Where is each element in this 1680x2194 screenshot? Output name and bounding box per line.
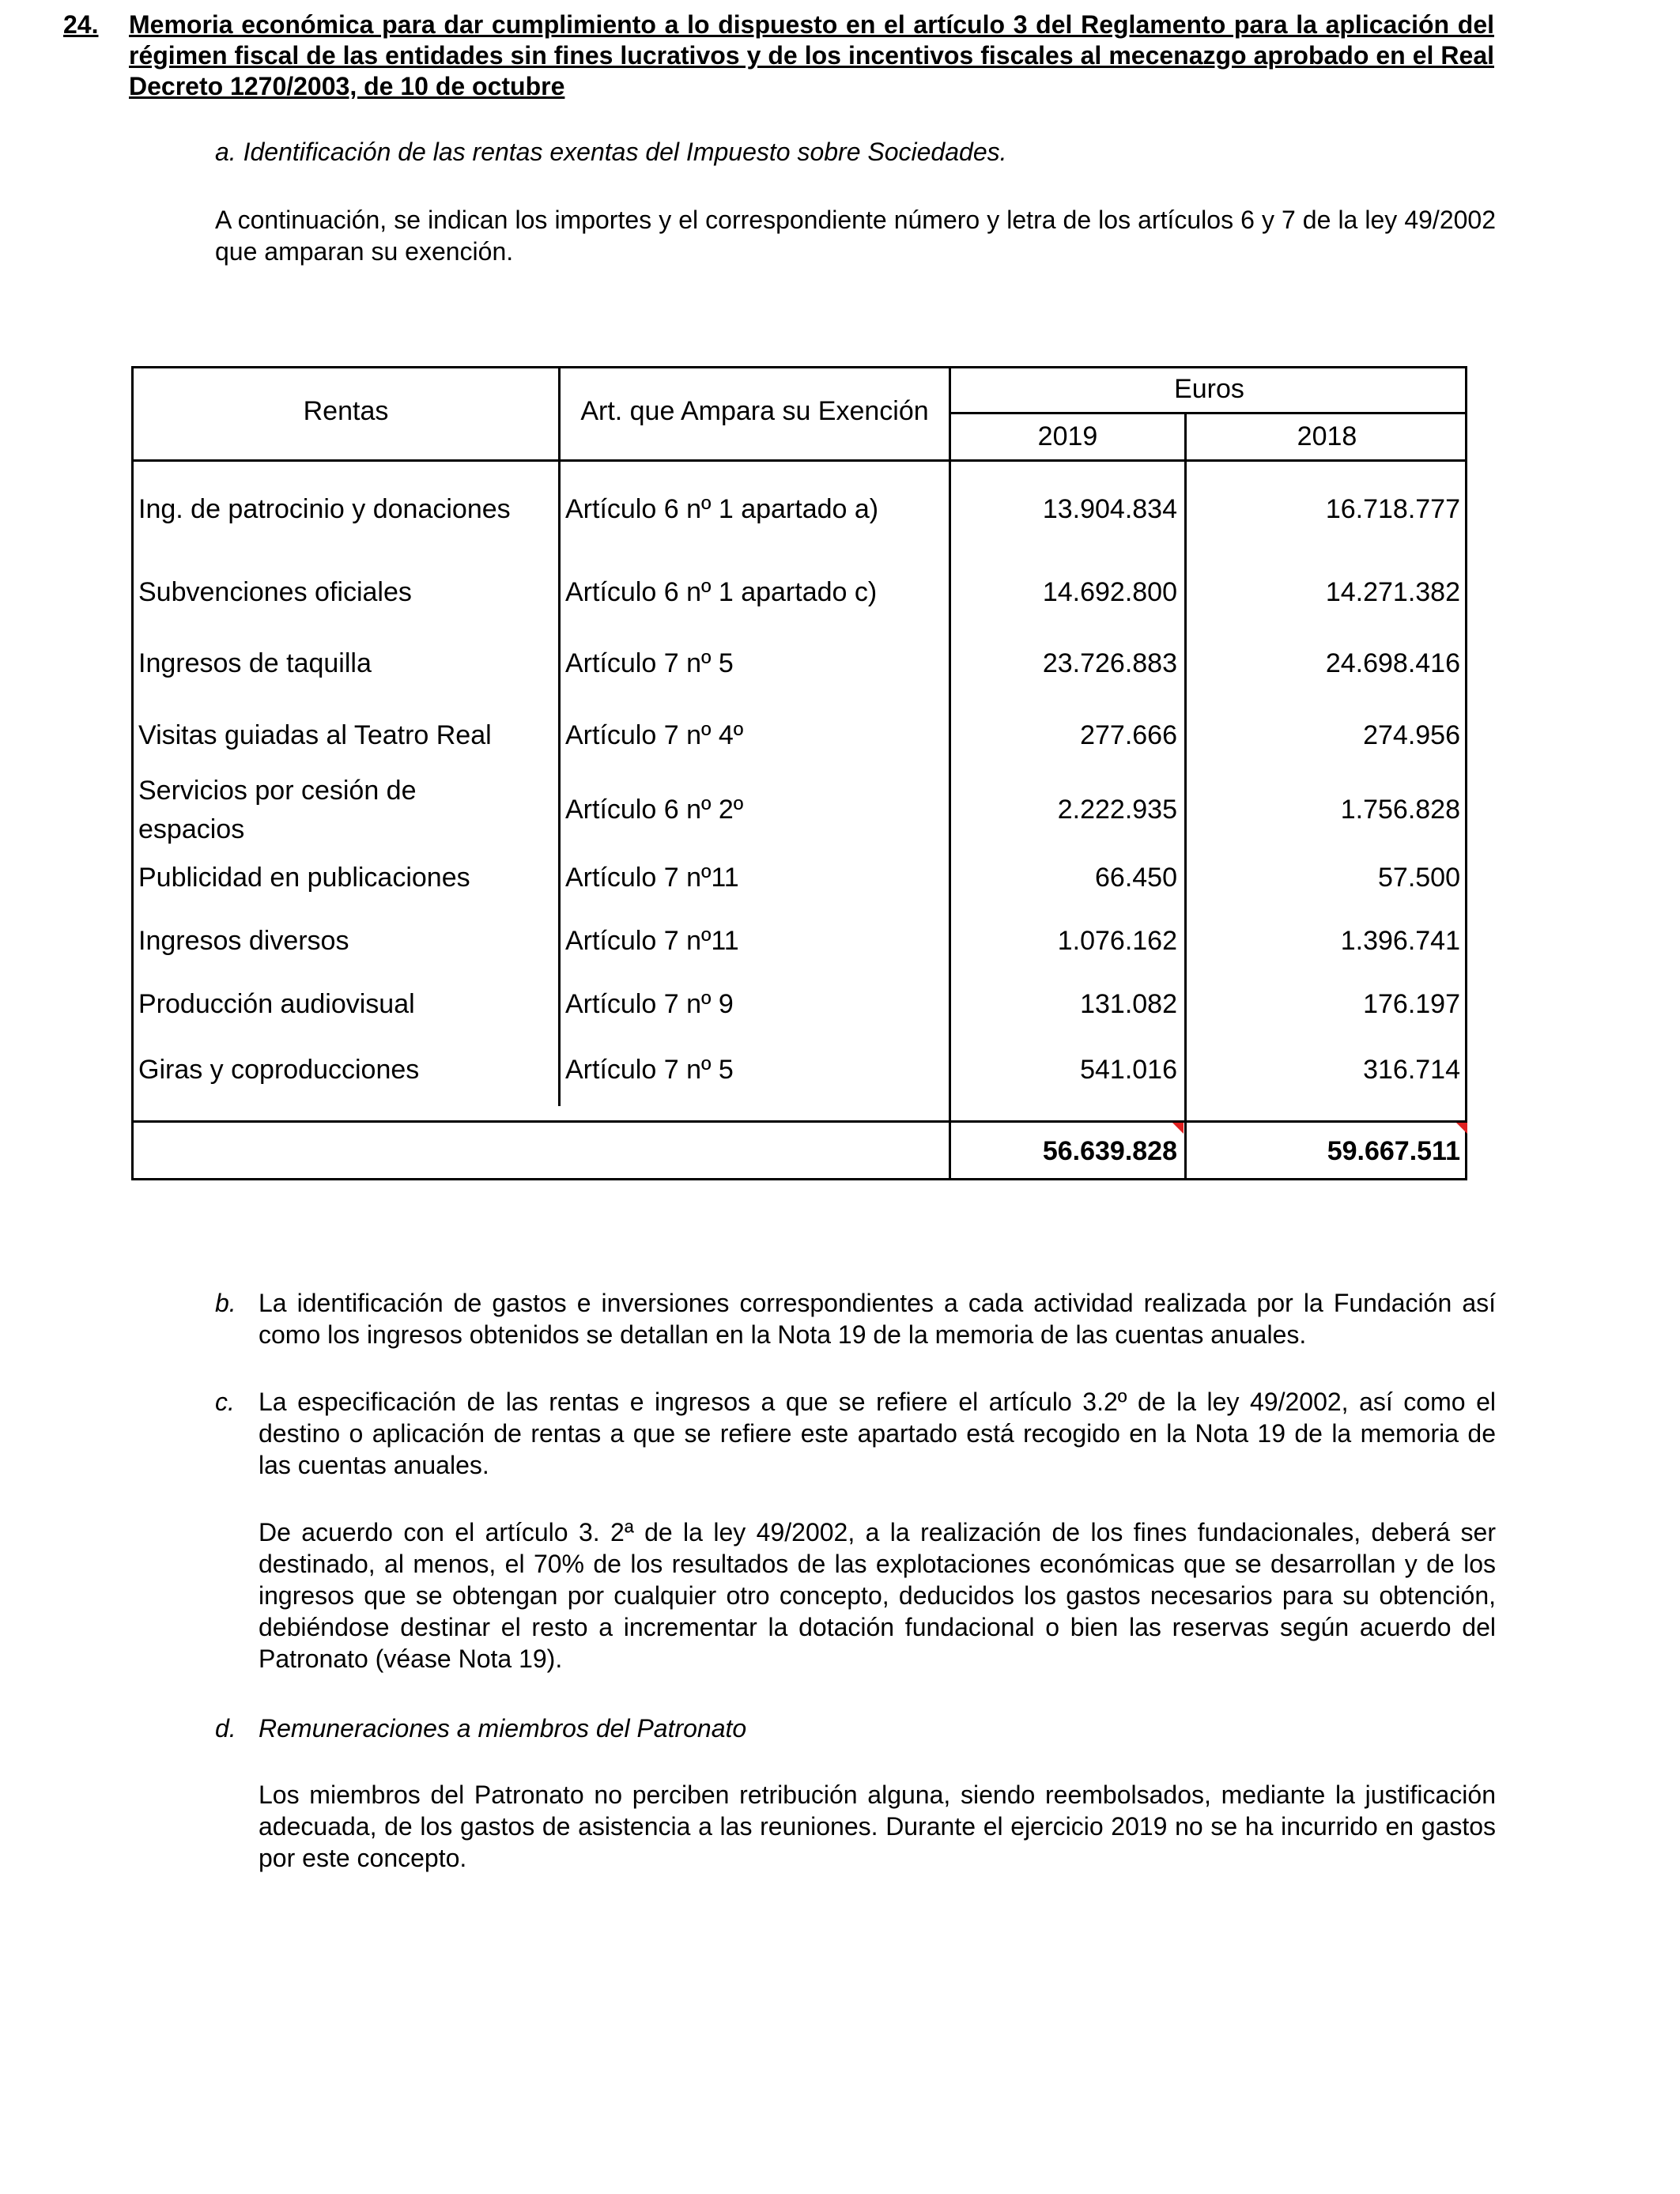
part-c-text-2: De acuerdo con el artículo 3. 2ª de la ley 49/2002, a la realización de los fines fundacionales, deberá ser destinado, al menos, el 70% de los resultados de las explotaciones económicas que se desarrollan y de los ingresos que se obtengan por cualquier otro concepto, deducidos los gastos necesarios para su obtención, debiéndose destinar el resto a incrementar la dotación fundacional o bien las reservas según acuerdo del Patronato (véase Nota 19). [259, 1518, 1496, 1673]
row-articulo: Artículo 7 nº 4º [565, 720, 744, 750]
row-value-2019: 277.666 [1080, 720, 1177, 750]
row-value-2018: 16.718.777 [1325, 494, 1460, 524]
row-articulo: Artículo 6 nº 1 apartado a) [565, 494, 879, 524]
total-2018: 59.667.511 [1327, 1136, 1460, 1166]
row-articulo: Artículo 6 nº 2º [565, 795, 744, 825]
row-renta: Publicidad en publicaciones [138, 863, 470, 893]
row-articulo: Artículo 7 nº 9 [565, 989, 734, 1019]
row-renta: Producción audiovisual [138, 989, 415, 1019]
section-heading [63, 9, 1494, 102]
row-renta: Subvenciones oficiales [138, 577, 412, 607]
row-value-2018: 1.756.828 [1340, 795, 1460, 825]
row-value-2019: 23.726.883 [1042, 648, 1177, 678]
header-year-2018: 2018 [1297, 421, 1357, 451]
part-a-title: a. Identificación de las rentas exentas del Impuesto sobre Sociedades. [215, 138, 1007, 166]
row-value-2018: 24.698.416 [1325, 648, 1460, 678]
comment-marker-icon [1456, 1123, 1467, 1134]
row-value-2019: 541.016 [1080, 1055, 1177, 1085]
row-value-2019: 2.222.935 [1057, 795, 1177, 825]
row-value-2018: 57.500 [1378, 863, 1460, 893]
header-year-2019: 2019 [1037, 421, 1098, 451]
header-rentas: Rentas [303, 396, 389, 426]
row-value-2019: 1.076.162 [1057, 926, 1177, 956]
row-renta-line2: espacios [138, 814, 245, 844]
row-renta: Visitas guiadas al Teatro Real [138, 720, 492, 750]
row-value-2018: 274.956 [1363, 720, 1460, 750]
header-articulo: Art. que Ampara su Exención [580, 396, 929, 426]
part-d-text: Los miembros del Patronato no perciben retribución alguna, siendo reembolsados, mediante la justificación adecuada, de los gastos de asistencia a las reuniones. Durante el ejercicio 2019 no se ha incurrido en gastos por este concepto. [259, 1781, 1496, 1872]
row-value-2019: 66.450 [1095, 863, 1177, 893]
header-currency: Euros [1174, 374, 1244, 404]
part-b-label: b. [215, 1289, 236, 1317]
row-value-2018: 1.396.741 [1340, 926, 1460, 956]
part-a-intro: A continuación, se indican los importes y el correspondiente número y letra de los artículos 6 y 7 de la ley 49/2002 que amparan su exención. [215, 206, 1496, 266]
comment-marker-icon [1172, 1123, 1184, 1134]
part-d-title: Remuneraciones a miembros del Patronato [259, 1714, 747, 1743]
row-renta: Ingresos de taquilla [138, 648, 372, 678]
row-renta: Ing. de patrocinio y donaciones [138, 494, 511, 524]
row-value-2019: 14.692.800 [1042, 577, 1177, 607]
row-articulo: Artículo 7 nº 5 [565, 1055, 734, 1085]
row-articulo: Artículo 7 nº11 [565, 926, 739, 956]
row-value-2019: 131.082 [1080, 989, 1177, 1019]
row-renta: Servicios por cesión de [138, 776, 417, 806]
rentas-exentas-table [131, 366, 1467, 1180]
part-c-label: c. [215, 1388, 235, 1416]
row-articulo: Artículo 7 nº 5 [565, 648, 734, 678]
row-value-2018: 14.271.382 [1325, 577, 1460, 607]
section-title: Memoria económica para dar cumplimiento a lo dispuesto en el artículo 3 del Reglamento para la aplicación del régimen fiscal de las entidades sin fines lucrativos y de los incentivos fiscales al mecenazgo aprobado en el Real Decreto 1270/2003, de 10 de octubre [129, 10, 1494, 100]
row-articulo: Artículo 7 nº11 [565, 863, 739, 893]
section-number: 24. [63, 10, 99, 39]
row-renta: Ingresos diversos [138, 926, 349, 956]
part-b-text: La identificación de gastos e inversiones correspondientes a cada actividad realizada por la Fundación así como los ingresos obtenidos se detallan en la Nota 19 de la memoria de las cuentas anuales. [259, 1289, 1496, 1349]
row-value-2019: 13.904.834 [1042, 494, 1177, 524]
row-value-2018: 316.714 [1363, 1055, 1460, 1085]
row-value-2018: 176.197 [1363, 989, 1460, 1019]
part-d-label: d. [215, 1714, 236, 1743]
row-renta: Giras y coproducciones [138, 1055, 420, 1085]
part-c-text: La especificación de las rentas e ingresos a que se refiere el artículo 3.2º de la ley 49/2002, así como el destino o aplicación de rentas a que se refiere este apartado está recogido en la Nota 19 de la memoria de las cuentas anuales. [259, 1388, 1496, 1479]
row-articulo: Artículo 6 nº 1 apartado c) [565, 577, 878, 607]
total-2019: 56.639.828 [1042, 1136, 1177, 1166]
